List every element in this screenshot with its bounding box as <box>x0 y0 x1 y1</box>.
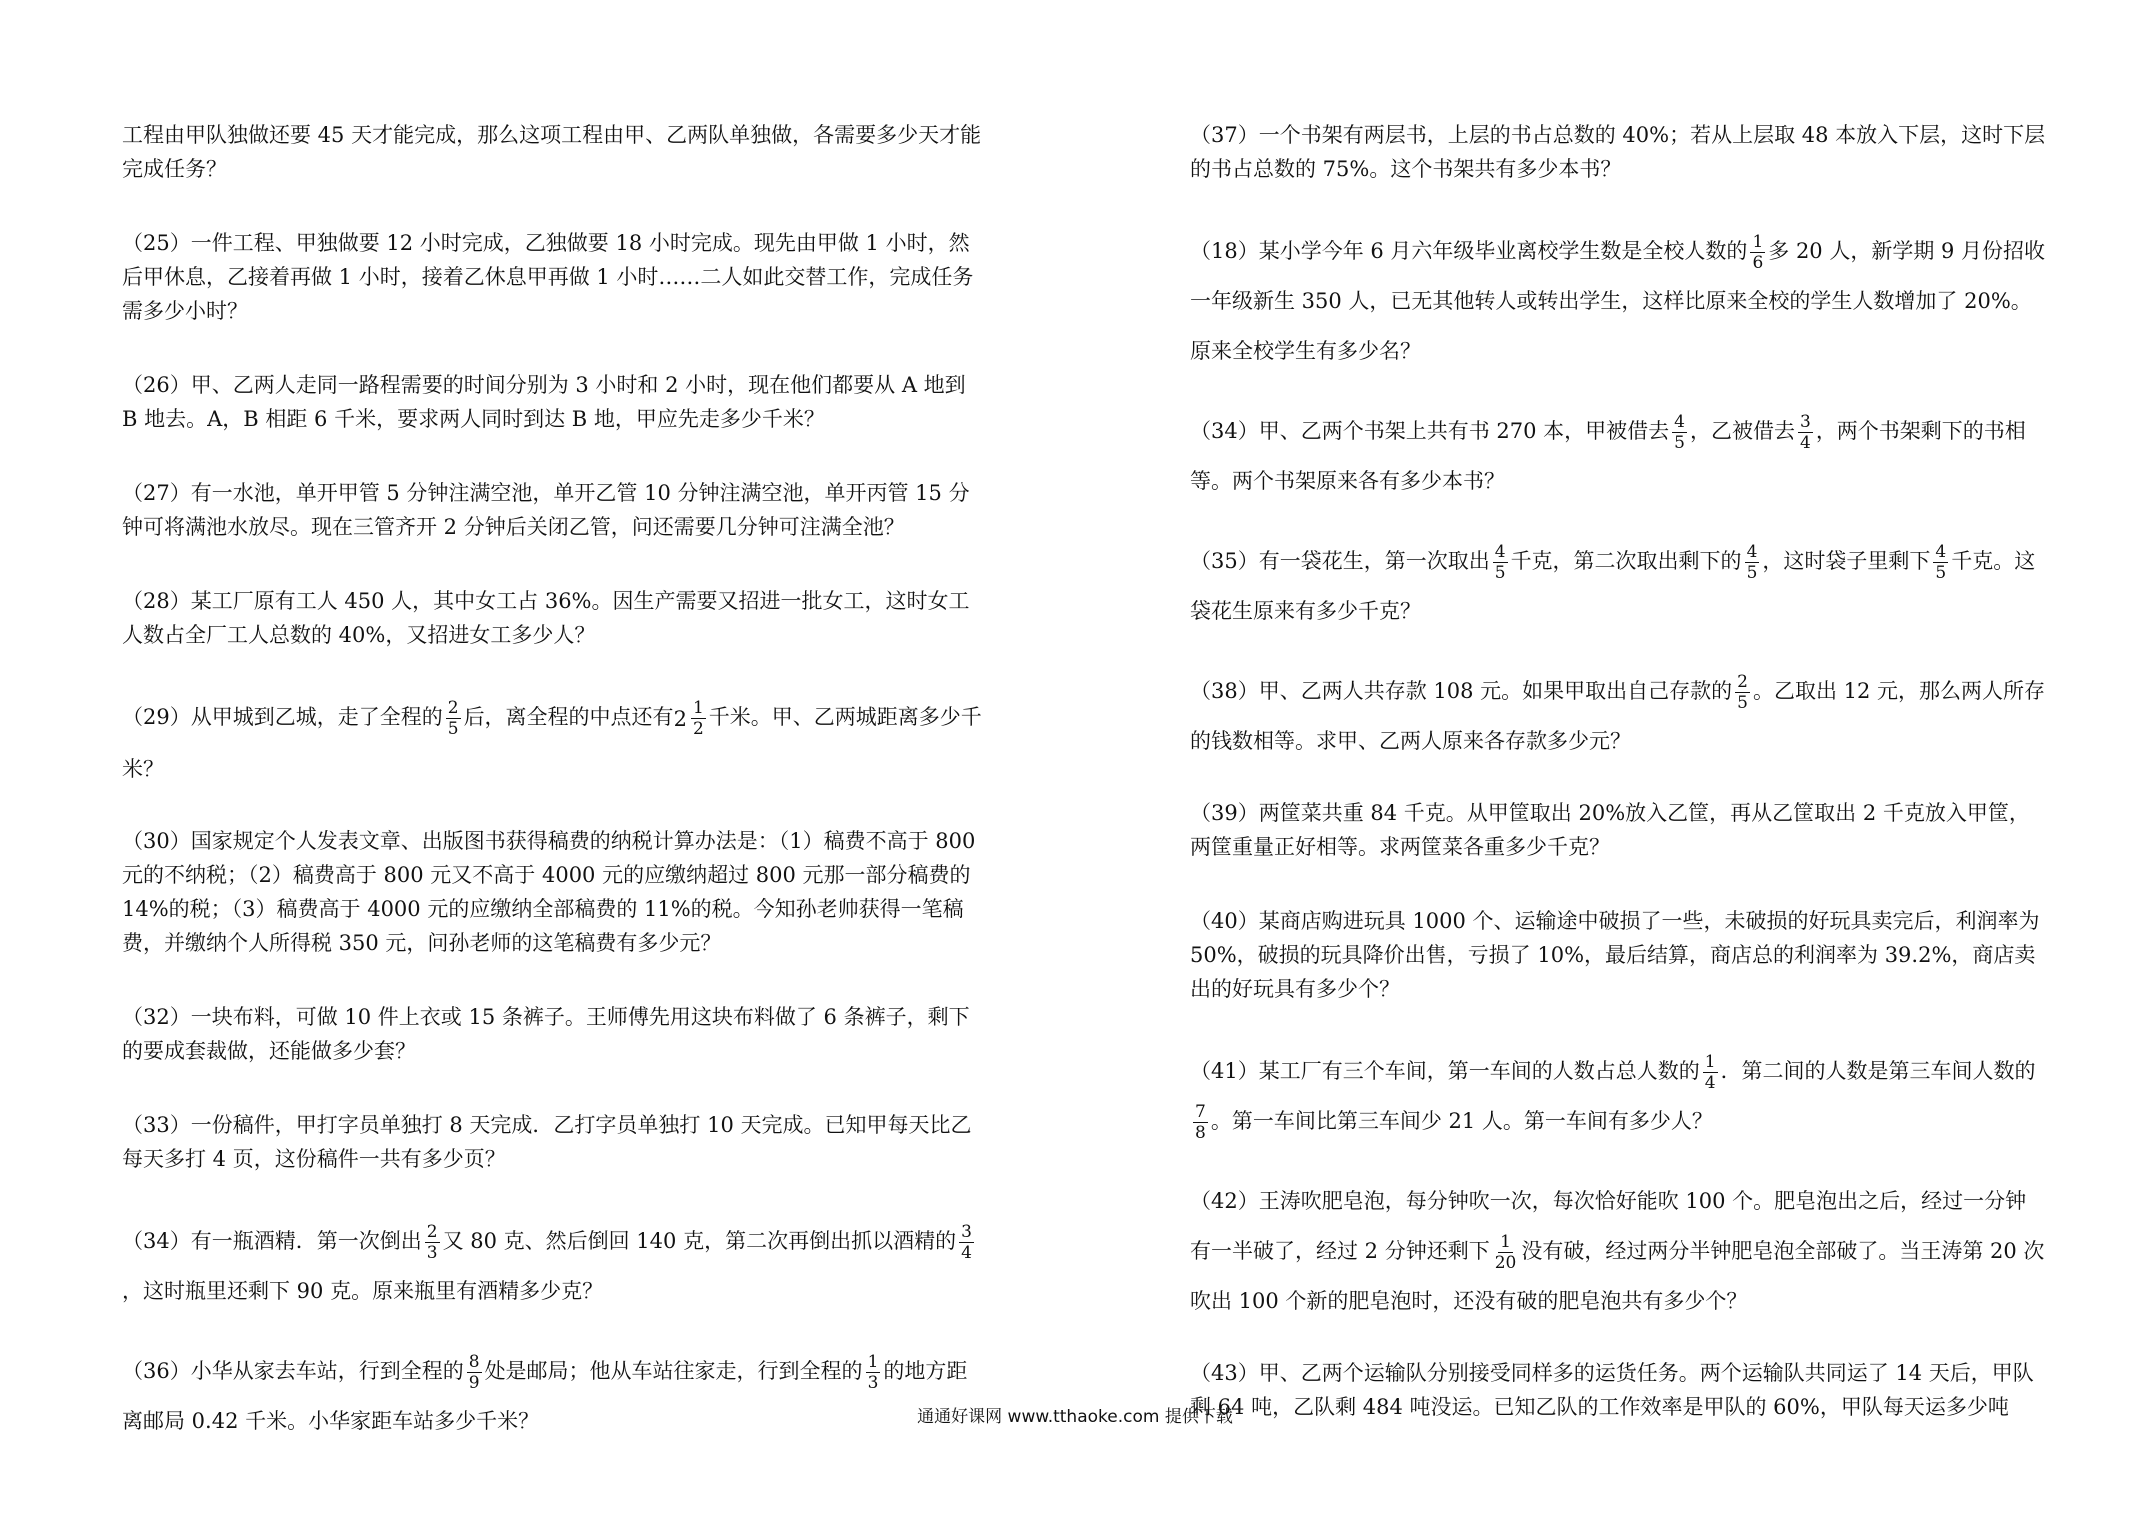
problem-26: （26）甲、乙两人走同一路程需要的时间分别为 3 小时和 2 小时，现在他们都要从 A 地到 B 地去。A，B 相距 6 千米，要求两人同时到达 B 地，甲应先走多少千米？ <box>122 373 966 431</box>
fraction: $\frac{4}{5}$ <box>1746 542 1758 583</box>
page-footer: 通通好课网 www.tthaoke.com 提供下载 <box>917 1407 1233 1427</box>
right-column <box>1190 118 2046 1464</box>
problem-29: （29）从甲城到乙城，走了全程的 $\frac{2}{5}$ 后，离全程的中点还有 2 $\frac{1}{2}$ 千米。甲、乙两城距离多少千米？ <box>122 692 982 794</box>
fraction: $\frac{7}{8}$ <box>1195 1102 1206 1143</box>
problem-35: （35）有一袋花生，第一次取出 $\frac{4}{5}$ 千克，第二次取出剩下的 $\frac{4}{5}$ ，这时袋子里剩下 $\frac{4}{5}$ 千克。这袋花生原来有多少千克？ <box>1190 542 2036 623</box>
problem-18: （18）某小学今年 6 月六年级毕业离校学生数是全校人数的 $\frac{1}{6}$ 多 20 人，新学期 9 月份招收一年级新生 350 人，已无其他转人或转出学生，这样比原来全校的学生人数增加了 20%。原来全校学生有多少名？ <box>1190 232 2046 363</box>
fraction: $\frac{3}{4}$ <box>1799 412 1811 453</box>
fraction: $\frac{1}{4}$ <box>1704 1052 1716 1093</box>
left-column <box>122 118 982 1476</box>
problem-30: （30）国家规定个人发表文章、出版图书获得稿费的纳税计算办法是：（1）稿费不高于 800 元的不纳税；（2）稿费高于 800 元又不高于 4000 元的应缴纳超过 800 元那一部分稿费的 14%的税；（3）稿费高于 4000 元的应缴纳全部稿费的 11%的税。今知孙老帅获得一笔稿费，并缴纳个人所得税 350 元，问孙老师的这笔稿费有多少元？ <box>122 828 976 955</box>
problem-36: （36）小华从家去车站，行到全程的 $\frac{8}{9}$ 处是邮局；他从车站往家走，行到全程的 $\frac{1}{3}$ 的地方距离邮局 0.42 千米。小华家距车站多少千米？ <box>122 1351 968 1433</box>
fraction: $\frac{2}{5}$ <box>1737 672 1748 713</box>
problem-28: （28）某工厂原有工人 450 人，其中女工占 36%。因生产需要又招进一批女工，这时女工人数占全厂工人总数的 40%，又招进女工多少人？ <box>122 589 970 647</box>
mixed-number: 2 $\frac{1}{2}$ <box>673 698 704 739</box>
problem-34-bookshelves: （34）甲、乙两个书架上共有书 270 本，甲被借去 $\frac{4}{5}$ ，乙被借去 $\frac{3}{4}$ ，两个书架剩下的书相等。两个书架原来各有多少本书？ <box>1190 412 2026 493</box>
problem-38: （38）甲、乙两人共存款 108 元。如果甲取出自己存款的 $\frac{2}{5}$ 。乙取出 12 元，那么两人所存的钱数相等。求甲、乙两人原来各存款多少元？ <box>1190 672 2046 753</box>
fraction: $\frac{4}{5}$ <box>1935 542 1947 583</box>
fraction: $\frac{8}{9}$ <box>468 1351 480 1393</box>
problem-41: （41）某工厂有三个车间，第一车间的人数占总人数的 $\frac{1}{4}$ ．第二间的人数是第三车间人数的 $\frac{7}{8}$ 。第一车间比第三车间少 21 人。第一车间有多少人？ <box>1190 1052 2036 1143</box>
fraction: $\frac{2}{5}$ <box>447 698 459 739</box>
fraction: $\frac{1}{20}$ <box>1494 1232 1517 1273</box>
problem-34-alcohol: （34）有一瓶酒精．第一次倒出 $\frac{2}{3}$ 又 80 克、然后倒回 140 克，第二次再倒出抓以酒精的 $\frac{3}{4}$ ，这时瓶里还剩下 90 克。原来瓶里有酒精多少克？ <box>122 1221 972 1303</box>
problem-43: （43）甲、乙两个运输队分别接受同样多的运货任务。两个运输队共同运了 14 天后，甲队剩 64 吨，乙队剩 484 吨没运。已知乙队的工作效率是甲队的 60%，甲队每天运多少吨 <box>1190 1361 2034 1419</box>
fraction: $\frac{2}{3}$ <box>426 1221 438 1263</box>
problem-32: （32）一块布料，可做 10 件上衣或 15 条裤子。王师傅先用这块布料做了 6 条裤子，剩下的要成套裁做，还能做多少套？ <box>122 1004 970 1063</box>
problem-25: （25）一件工程、甲独做要 12 小时完成，乙独做要 18 小时完成。现先由甲做 1 小时，然后甲休息，乙接着再做 1 小时，接着乙休息甲再做 1 小时……二人如此交替工作，完成任务需多少小时？ <box>122 231 974 323</box>
fraction: $\frac{4}{5}$ <box>1494 542 1506 583</box>
problem-27: （27）有一水池，单开甲管 5 分钟注满空池，单开乙管 10 分钟注满空池，单开丙管 15 分钟可将满池水放尽。现在三管齐开 2 分钟后关闭乙管，问还需要几分钟可注满全池？ <box>122 481 970 539</box>
problem-42: （42）王涛吹肥皂泡，每分钟吹一次，每次恰好能吹 100 个。肥皂泡出之后，经过一分钟有一半破了，经过 2 分钟还剩下 $\frac{1}{20}$ 没有破，经过两分半钟肥皂泡全部破了。当王涛第 20 次吹出 100 个新的肥皂泡时，还没有破的肥皂泡共有多少个？ <box>1190 1189 2045 1313</box>
problem-40: （40）某商店购进玩具 1000 个、运输途中破损了一些，未破损的好玩具卖完后，利润率为 50%，破损的玩具降价出售，亏损了 10%，最后结算，商店总的利润率为 39.2%，商店卖出的好玩具有多少个？ <box>1190 909 2040 1001</box>
fraction: $\frac{1}{6}$ <box>1752 232 1764 273</box>
fraction: $\frac{1}{3}$ <box>867 1351 879 1393</box>
problem-33: （33）一份稿件，甲打字员单独打 8 天完成．乙打字员单独打 10 天完成。已知甲每天比乙每天多打 4 页，这份稿件一共有多少页？ <box>122 1112 972 1171</box>
problem-24-continued: 工程由甲队独做还要 45 天才能完成，那么这项工程由甲、乙两队单独做，各需要多少天才能完成任务？ <box>122 123 982 181</box>
fraction: $\frac{3}{4}$ <box>961 1221 972 1263</box>
problem-39: （39）两筐菜共重 84 千克。从甲筐取出 20%放入乙筐，再从乙筐取出 2 千克放入甲筐，两筐重量正好相等。求两筐菜各重多少千克？ <box>1190 801 2030 859</box>
problem-37: （37）一个书架有两层书，上层的书占总数的 40%；若从上层取 48 本放入下层，这时下层的书占总数的 75%。这个书架共有多少本书？ <box>1190 123 2046 181</box>
fraction: $\frac{4}{5}$ <box>1674 412 1685 453</box>
